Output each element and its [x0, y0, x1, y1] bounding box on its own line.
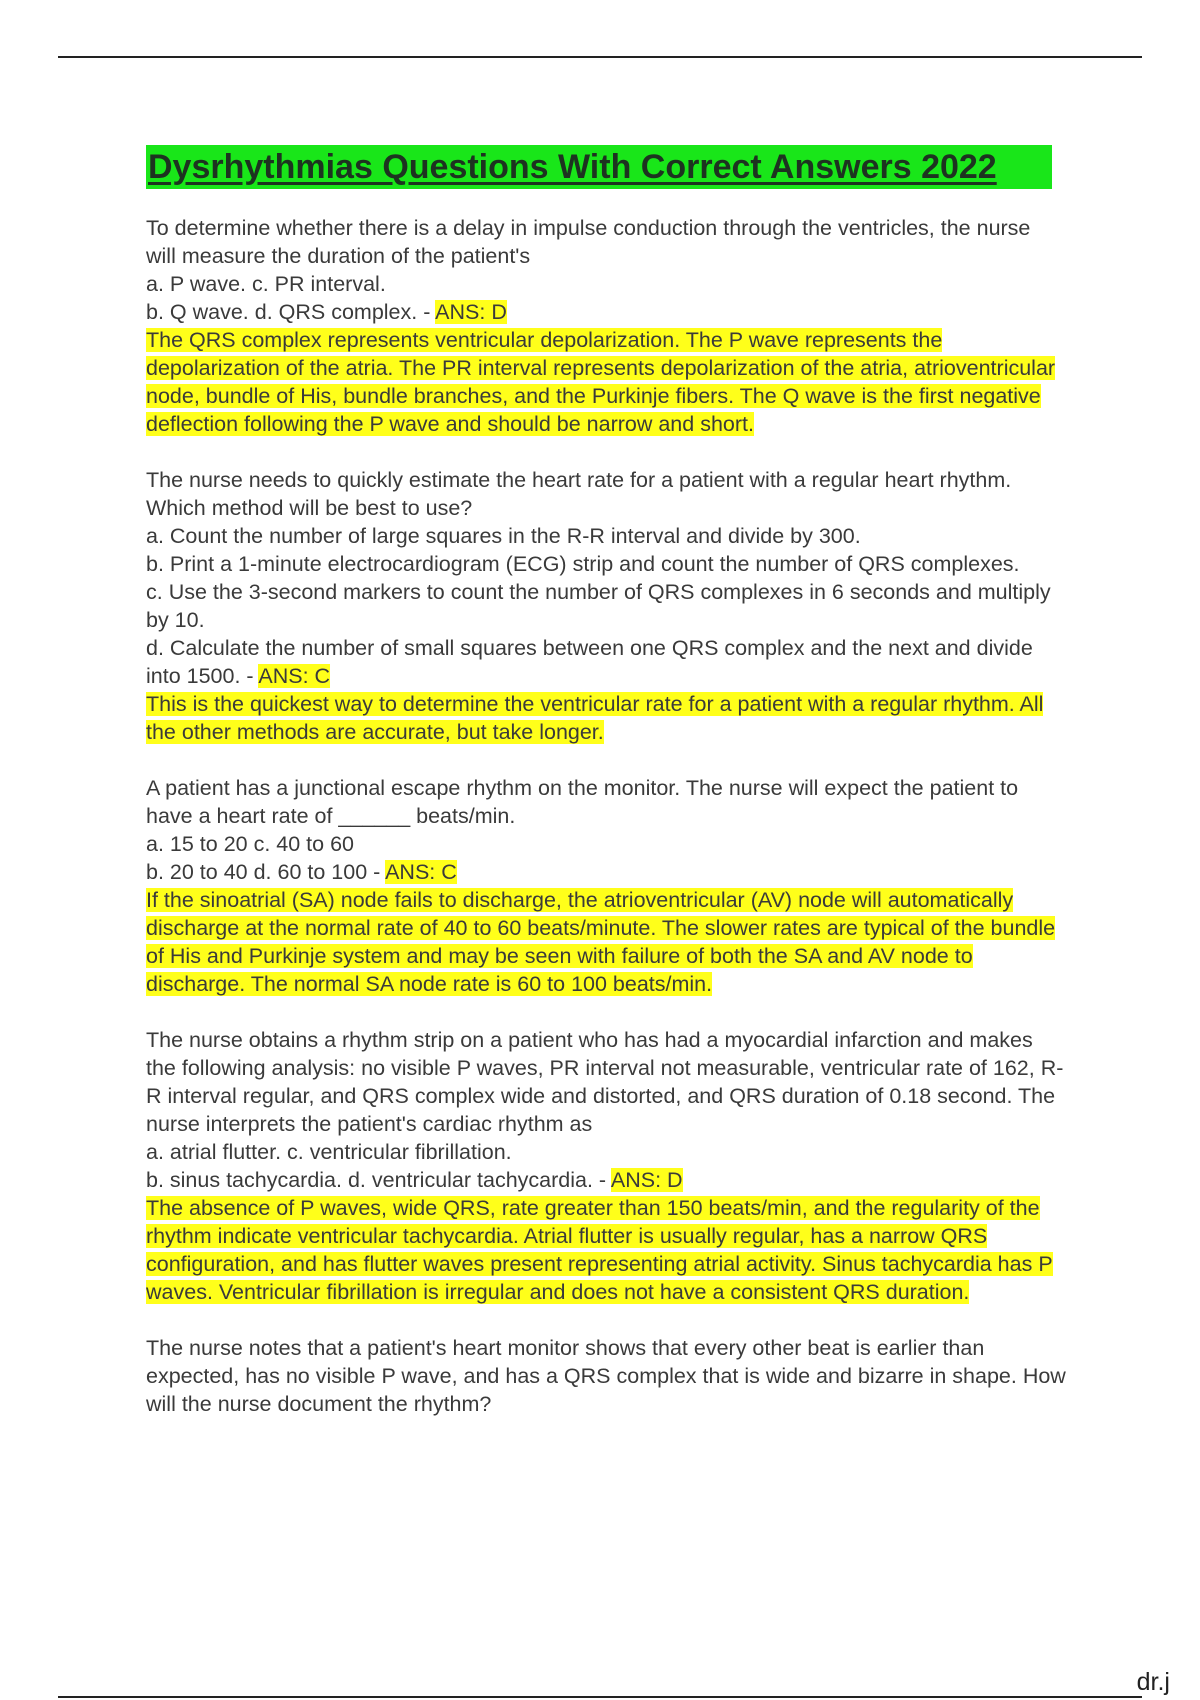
- answer-options: a. 15 to 20 c. 40 to 60: [146, 832, 354, 856]
- rationale-text: The absence of P waves, wide QRS, rate greater than 150 beats/min, and the regularity of the rhythm indicate ventricular tachycardia. Atrial flutter is usually regular, has a narrow QRS configuration, and has flutter waves present representing atrial activity. Sinus tachycardia has P waves. Ventricular fibrillation is irregular and does not have a consistent QRS duration.: [146, 1196, 1053, 1304]
- question-block: [146, 466, 1066, 746]
- answer-options: a. P wave. c. PR interval.: [146, 272, 386, 296]
- question-stem: The nurse notes that a patient's heart monitor shows that every other beat is earlier than expected, has no visible P wave, and has a QRS complex that is wide and bizarre in shape. How will the nurse document the rhythm?: [146, 1336, 1066, 1416]
- rationale: [146, 690, 1066, 746]
- question-stem: The nurse needs to quickly estimate the heart rate for a patient with a regular heart rhythm. Which method will be best to use?: [146, 468, 1012, 520]
- top-rule: [58, 56, 1142, 58]
- answer-option: b. Print a 1-minute electrocardiogram (ECG) strip and count the number of QRS complexes.: [146, 552, 1020, 576]
- question-block: [146, 1026, 1066, 1306]
- answer-options: [146, 858, 1066, 886]
- answer-options: [146, 298, 1066, 326]
- option-text: b. 20 to 40 d. 60 to 100 -: [146, 860, 386, 884]
- question-stem: A patient has a junctional escape rhythm on the monitor. The nurse will expect the patient to have a heart rate of ______ beats/min.: [146, 776, 1019, 828]
- option-text: d. Calculate the number of small squares between one QRS complex and the next and divide into 1500. -: [146, 636, 1033, 688]
- answer-options: a. atrial flutter. c. ventricular fibrillation.: [146, 1140, 512, 1164]
- answer-key: ANS: C: [258, 664, 331, 688]
- rationale-text: If the sinoatrial (SA) node fails to discharge, the atrioventricular (AV) node will automatically discharge at the normal rate of 40 to 60 beats/minute. The slower rates are typical of the bundle of His and Purkinje system and may be seen with failure of both the SA and AV node to discharge. The normal SA node rate is 60 to 100 beats/min.: [146, 888, 1056, 996]
- answer-option: [146, 634, 1066, 690]
- answer-option: a. Count the number of large squares in the R-R interval and divide by 300.: [146, 524, 861, 548]
- question-stem: To determine whether there is a delay in impulse conduction through the ventricles, the nurse will measure the duration of the patient's: [146, 216, 1031, 268]
- answer-options: [146, 1166, 1066, 1194]
- answer-key: ANS: D: [435, 300, 507, 324]
- rationale: [146, 1194, 1066, 1306]
- footer-watermark: dr.j: [1136, 1668, 1170, 1696]
- question-block: [146, 774, 1066, 998]
- answer-option: c. Use the 3-second markers to count the number of QRS complexes in 6 seconds and multiply by 10.: [146, 580, 1051, 632]
- bottom-rule: [58, 1696, 1142, 1698]
- option-text: b. sinus tachycardia. d. ventricular tachycardia. -: [146, 1168, 611, 1192]
- question-block: [146, 214, 1066, 438]
- question-stem: The nurse obtains a rhythm strip on a patient who has had a myocardial infarction and makes the following analysis: no visible P waves, PR interval not measurable, ventricular rate of 162, R-R interval regular, and QRS complex wide and distorted, and QRS duration of 0.18 second. The nurse interprets the patient's cardiac rhythm as: [146, 1028, 1064, 1136]
- answer-key: ANS: D: [610, 1168, 683, 1192]
- option-text: b. Q wave. d. QRS complex. -: [146, 300, 436, 324]
- answer-key: ANS: C: [385, 860, 457, 884]
- rationale-text: The QRS complex represents ventricular depolarization. The P wave represents the depolarization of the atria. The PR interval represents depolarization of the atria, atrioventricular node, bundle of His, bundle branches, and the Purkinje fibers. The Q wave is the first negative deflection following the P wave and should be narrow and short.: [146, 328, 1056, 436]
- question-block: [146, 1334, 1066, 1418]
- rationale: [146, 886, 1066, 998]
- question-list: [146, 214, 1066, 1446]
- rationale: [146, 326, 1066, 438]
- rationale-text: This is the quickest way to determine the ventricular rate for a patient with a regular rhythm. All the other methods are accurate, but take longer.: [146, 692, 1044, 744]
- document-title: Dysrhythmias Questions With Correct Answers 2022: [146, 145, 1052, 189]
